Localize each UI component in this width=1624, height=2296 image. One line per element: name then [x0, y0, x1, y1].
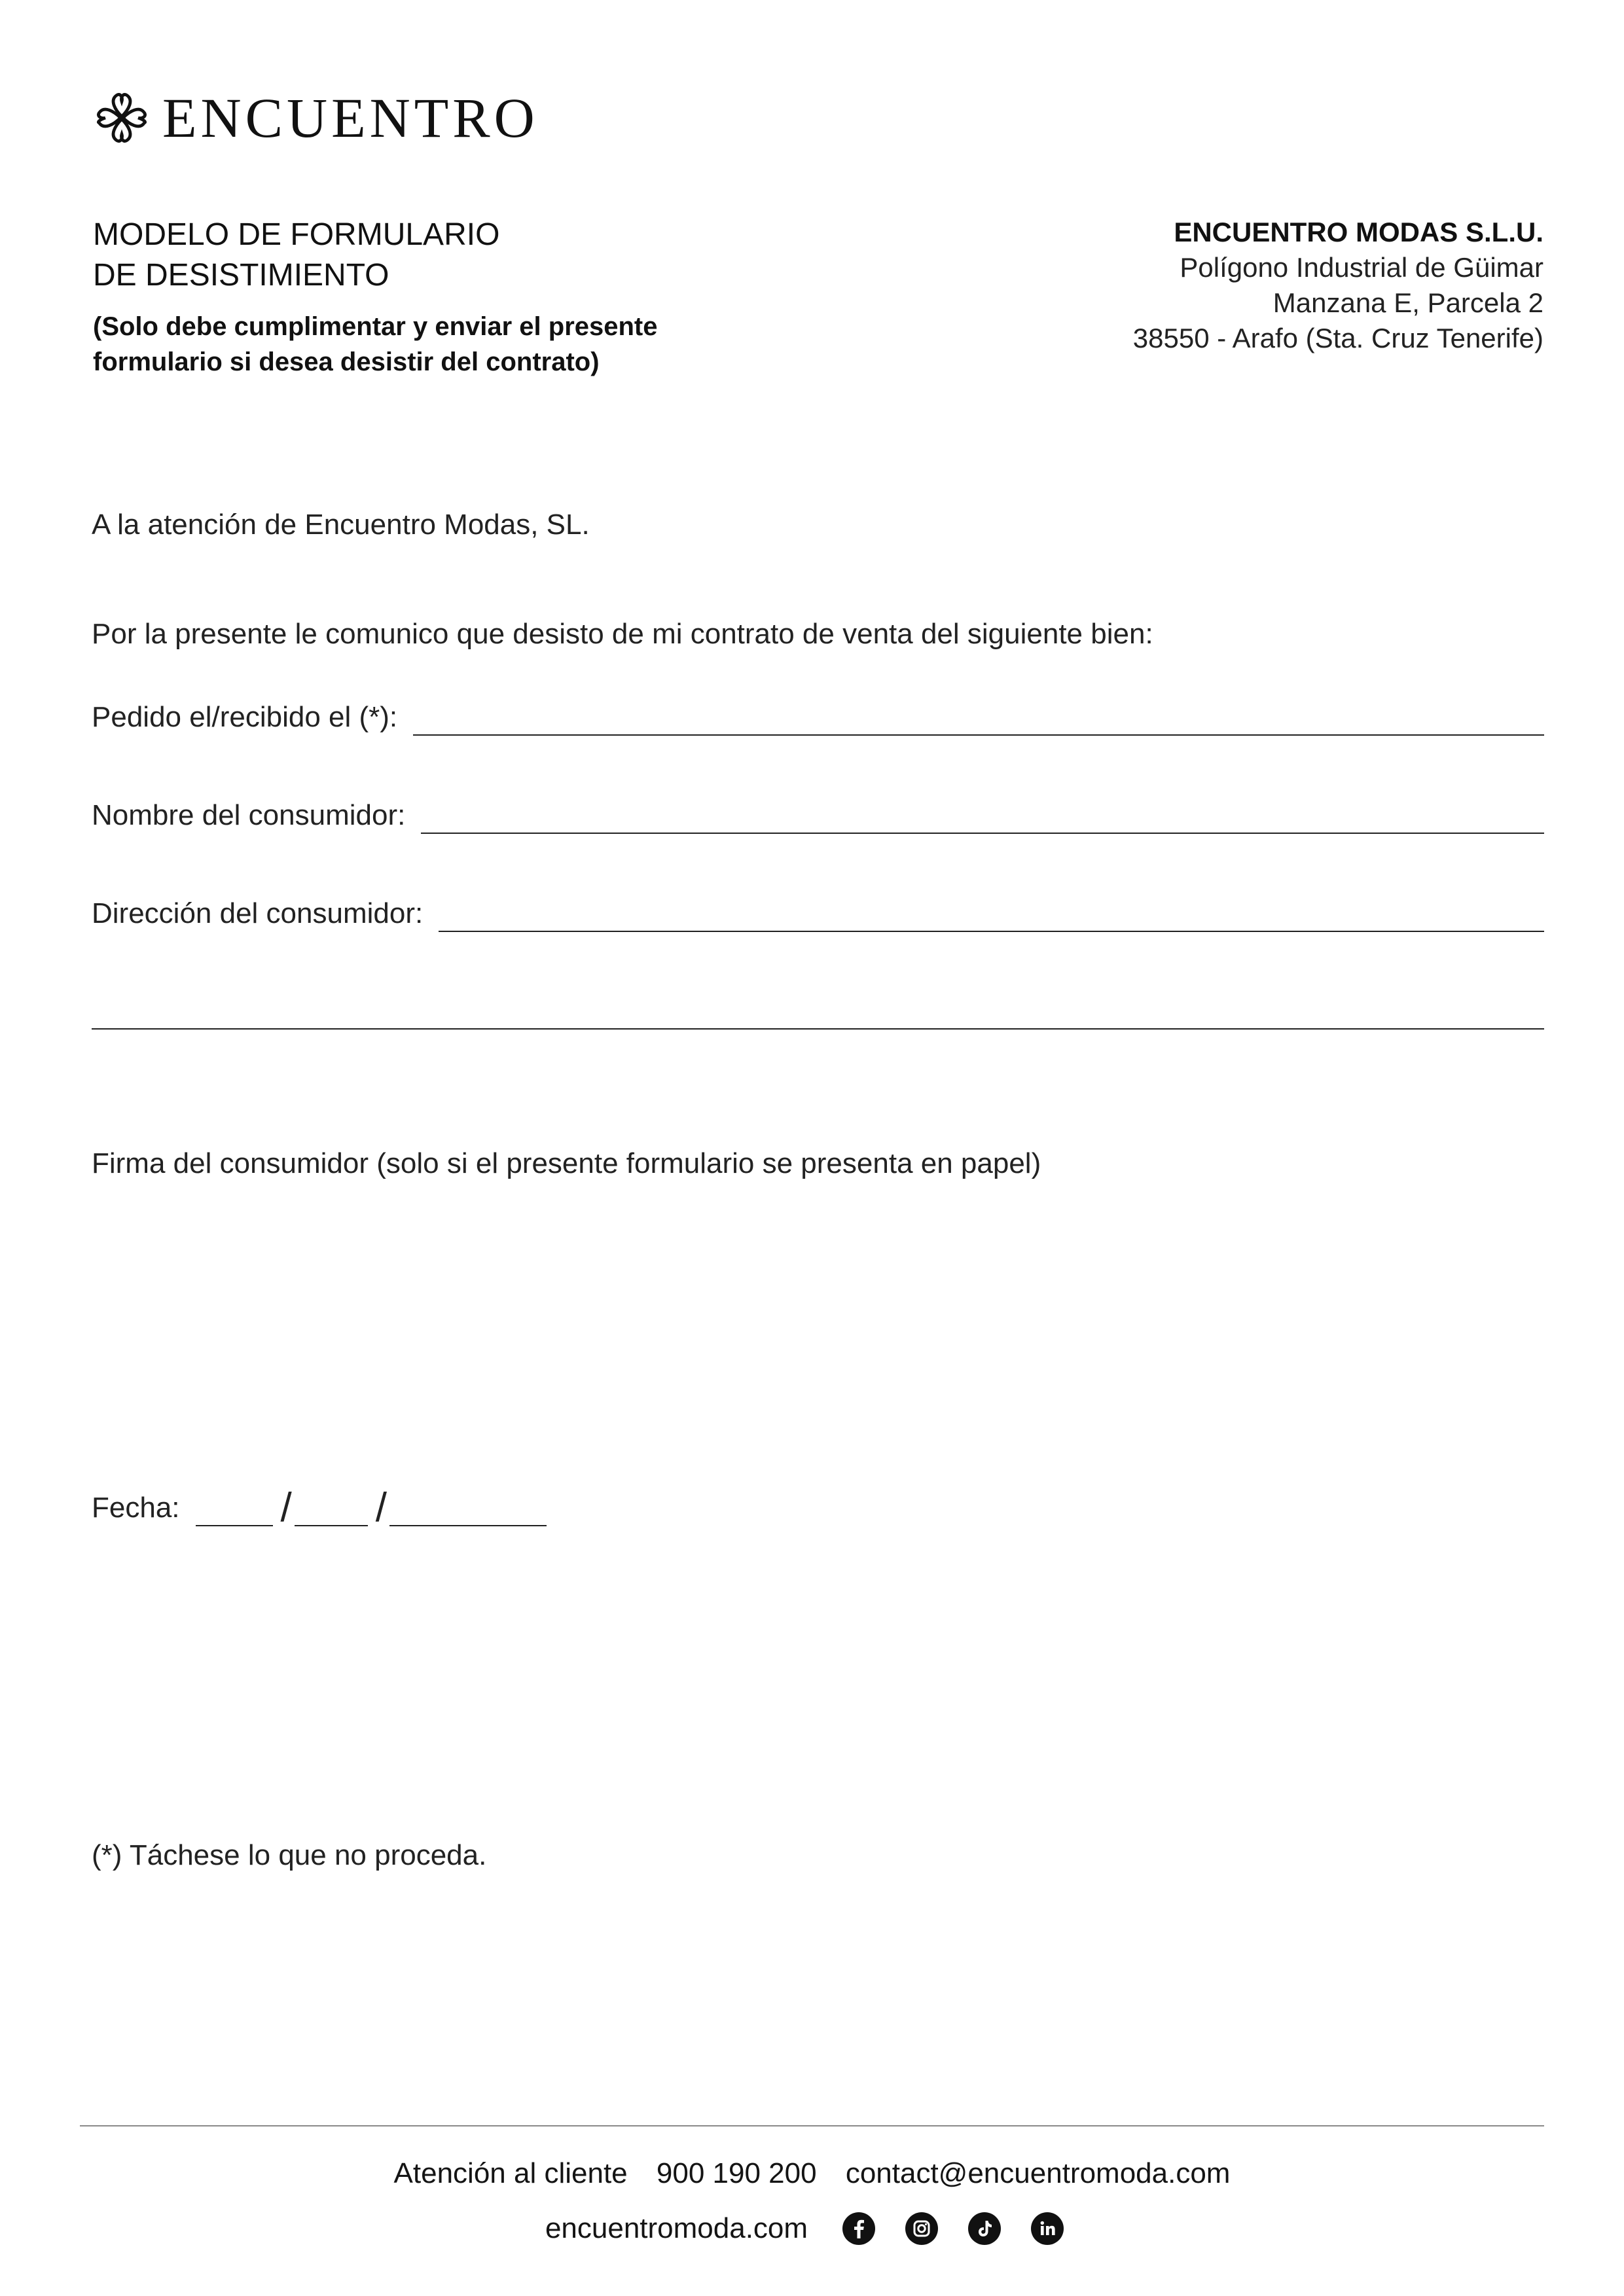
support-phone[interactable]: 900 190 200 — [656, 2157, 817, 2189]
date-label: Fecha: — [92, 1492, 180, 1524]
company-name: ENCUENTRO MODAS S.L.U. — [1174, 217, 1543, 247]
field-direccion[interactable] — [92, 893, 1544, 932]
facebook-icon[interactable] — [842, 2212, 875, 2245]
form-title — [93, 215, 499, 296]
field-pedido[interactable] — [92, 696, 1544, 736]
date-separator: / — [280, 1485, 292, 1530]
field-direccion-input-line[interactable] — [439, 902, 1544, 932]
form-title-line1: MODELO DE FORMULARIO — [93, 217, 500, 252]
form-title-line2: DE DESISTIMIENTO — [93, 258, 389, 293]
field-pedido-label: Pedido el/recibido el (*): — [92, 701, 398, 733]
company-address-line3: 38550 - Arafo (Sta. Cruz Tenerife) — [1132, 323, 1543, 353]
form-subtitle-line2: formulario si desea desistir del contrato) — [93, 348, 600, 376]
date-separator: / — [375, 1485, 387, 1530]
website-link[interactable]: encuentromoda.com — [545, 2212, 808, 2244]
linkedin-icon[interactable] — [1031, 2212, 1064, 2245]
footer-web-social-line — [0, 2212, 1624, 2245]
withdrawal-statement: Por la presente le comunico que desisto de mi contrato de venta del siguiente bien: — [92, 618, 1153, 650]
date-month-line[interactable] — [295, 1496, 368, 1526]
field-direccion-label: Dirección del consumidor: — [92, 897, 424, 929]
instagram-icon[interactable] — [905, 2212, 938, 2245]
form-subtitle — [93, 309, 658, 380]
support-email[interactable]: contact@encuentromoda.com — [845, 2157, 1231, 2189]
date-field[interactable] — [92, 1485, 547, 1530]
clover-heart-icon — [90, 86, 153, 149]
brand-logo — [90, 85, 539, 151]
company-address-line2: Manzana E, Parcela 2 — [1272, 287, 1543, 318]
signature-label: Firma del consumidor (solo si el presente formulario se presenta en papel) — [92, 1147, 1041, 1179]
field-direccion-continuation-line[interactable] — [92, 1028, 1544, 1030]
footer-contact-line — [0, 2157, 1624, 2190]
field-nombre[interactable] — [92, 795, 1544, 834]
company-address-block — [1133, 215, 1543, 356]
date-day-line[interactable] — [196, 1496, 273, 1526]
footer-divider — [80, 2125, 1544, 2126]
field-nombre-label: Nombre del consumidor: — [92, 799, 406, 831]
social-links — [827, 2212, 1079, 2245]
date-year-line[interactable] — [389, 1496, 547, 1526]
company-address-line1: Polígono Industrial de Güimar — [1180, 252, 1543, 283]
attention-line: A la atención de Encuentro Modas, SL. — [92, 509, 590, 541]
field-pedido-input-line[interactable] — [413, 706, 1544, 736]
field-nombre-input-line[interactable] — [421, 804, 1544, 834]
support-label: Atención al cliente — [393, 2157, 628, 2189]
footnote: (*) Táchese lo que no proceda. — [92, 1839, 487, 1871]
brand-wordmark: ENCUENTRO — [162, 86, 539, 149]
form-subtitle-line1: (Solo debe cumplimentar y enviar el presente — [93, 312, 658, 341]
tiktok-icon[interactable] — [968, 2212, 1001, 2245]
